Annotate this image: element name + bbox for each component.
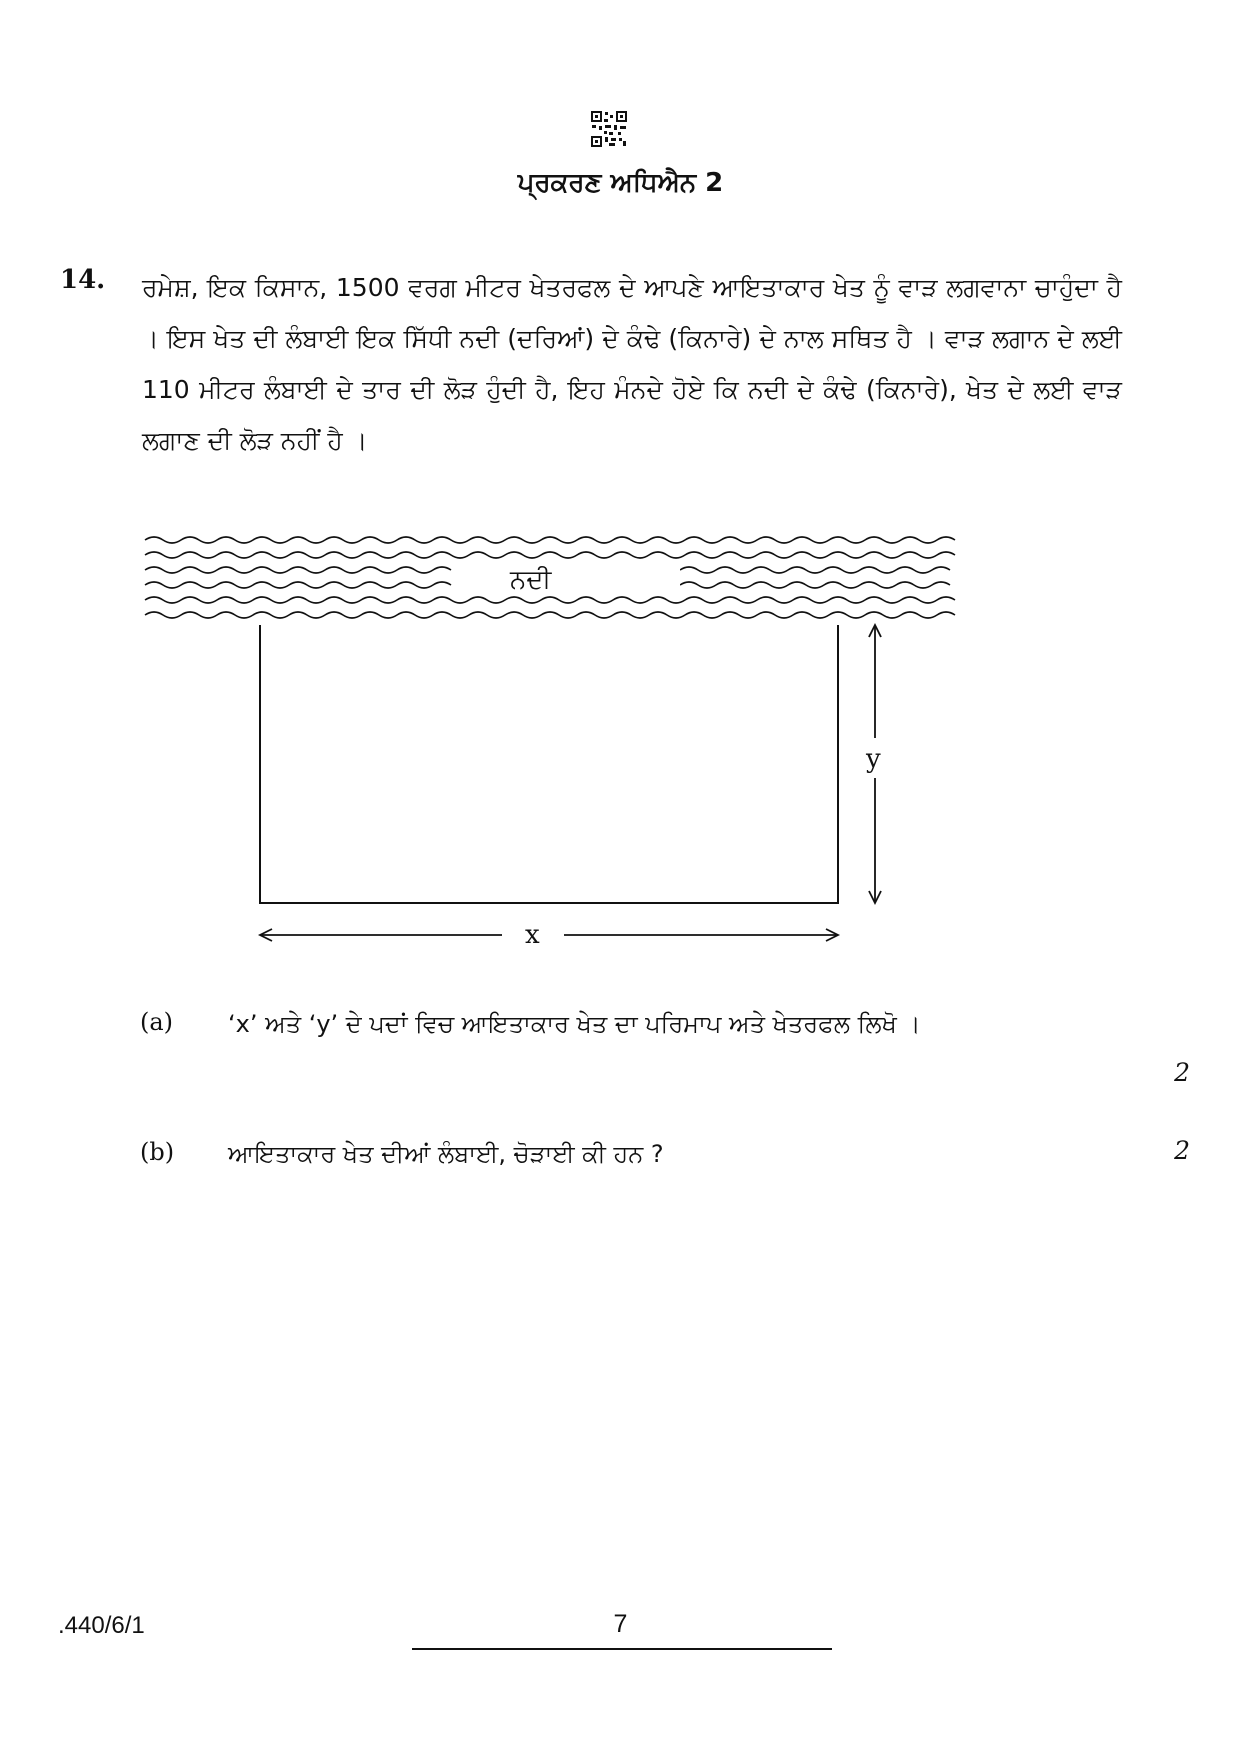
footer-divider: [412, 1648, 832, 1650]
subquestion-b-marks: 2: [1174, 1136, 1190, 1165]
case-study-heading: ਪ੍ਰਕਰਣ ਅਧਿਐਨ 2: [517, 168, 724, 198]
subquestion-b-label: (b): [140, 1138, 175, 1166]
river-label: ਨਦੀ: [510, 565, 552, 595]
subquestion-a-label: (a): [140, 1008, 174, 1036]
subquestion-a-text: ‘x’ ਅਤੇ ‘y’ ਦੇ ਪਦਾਂ ਵਿਚ ਆਇਤਾਕਾਰ ਖੇਤ ਦਾ ਪਰਿਮਾਪ ਅਤੇ ਖੇਤਰਫਲ ਲਿਖੋ ।: [228, 1010, 921, 1038]
qr-code-icon: [590, 110, 628, 148]
field-rectangle: [260, 625, 838, 903]
paper-code: .440/6/1: [58, 1612, 145, 1639]
subquestion-b-text: ਆਇਤਾਕਾਰ ਖੇਤ ਦੀਆਂ ਲੰਬਾਈ, ਚੋੜਾਈ ਕੀ ਹਨ ?: [228, 1140, 664, 1168]
field-diagram: [140, 525, 970, 965]
y-label: y: [866, 744, 881, 774]
question-text: ਰਮੇਸ਼, ਇਕ ਕਿਸਾਨ, 1500 ਵਰਗ ਮੀਟਰ ਖੇਤਰਫਲ ਦੇ ਆਪਣੇ ਆਇਤਾਕਾਰ ਖੇਤ ਨੂੰ ਵਾੜ ਲਗਵਾਨਾ ਚਾਹੁੰਦਾ ਹੈ । ਇਸ ਖੇਤ ਦੀ ਲੰਬਾਈ ਇਕ ਸਿੱਧੀ ਨਦੀ (ਦਰਿਆਂ) ਦੇ ਕੰਢੇ (ਕਿਨਾਰੇ) ਦੇ ਨਾਲ ਸਥਿਤ ਹੈ । ਵਾੜ ਲਗਾਨ ਦੇ ਲਈ 110 ਮੀਟਰ ਲੰਬਾਈ ਦੇ ਤਾਰ ਦੀ ਲੋੜ ਹੁੰਦੀ ਹੈ, ਇਹ ਮੰਨਦੇ ਹੋਏ ਕਿ ਨਦੀ ਦੇ ਕੰਢੇ (ਕਿਨਾਰੇ), ਖੇਤ ਦੇ ਲਈ ਵਾੜ ਲਗਾਣ ਦੀ ਲੋੜ ਨਹੀਂ ਹੈ ।: [142, 273, 1122, 455]
subquestion-a-marks: 2: [1174, 1058, 1190, 1087]
question-number: 14.: [60, 265, 106, 295]
x-label: x: [525, 920, 540, 950]
page-number: 7: [613, 1610, 628, 1638]
